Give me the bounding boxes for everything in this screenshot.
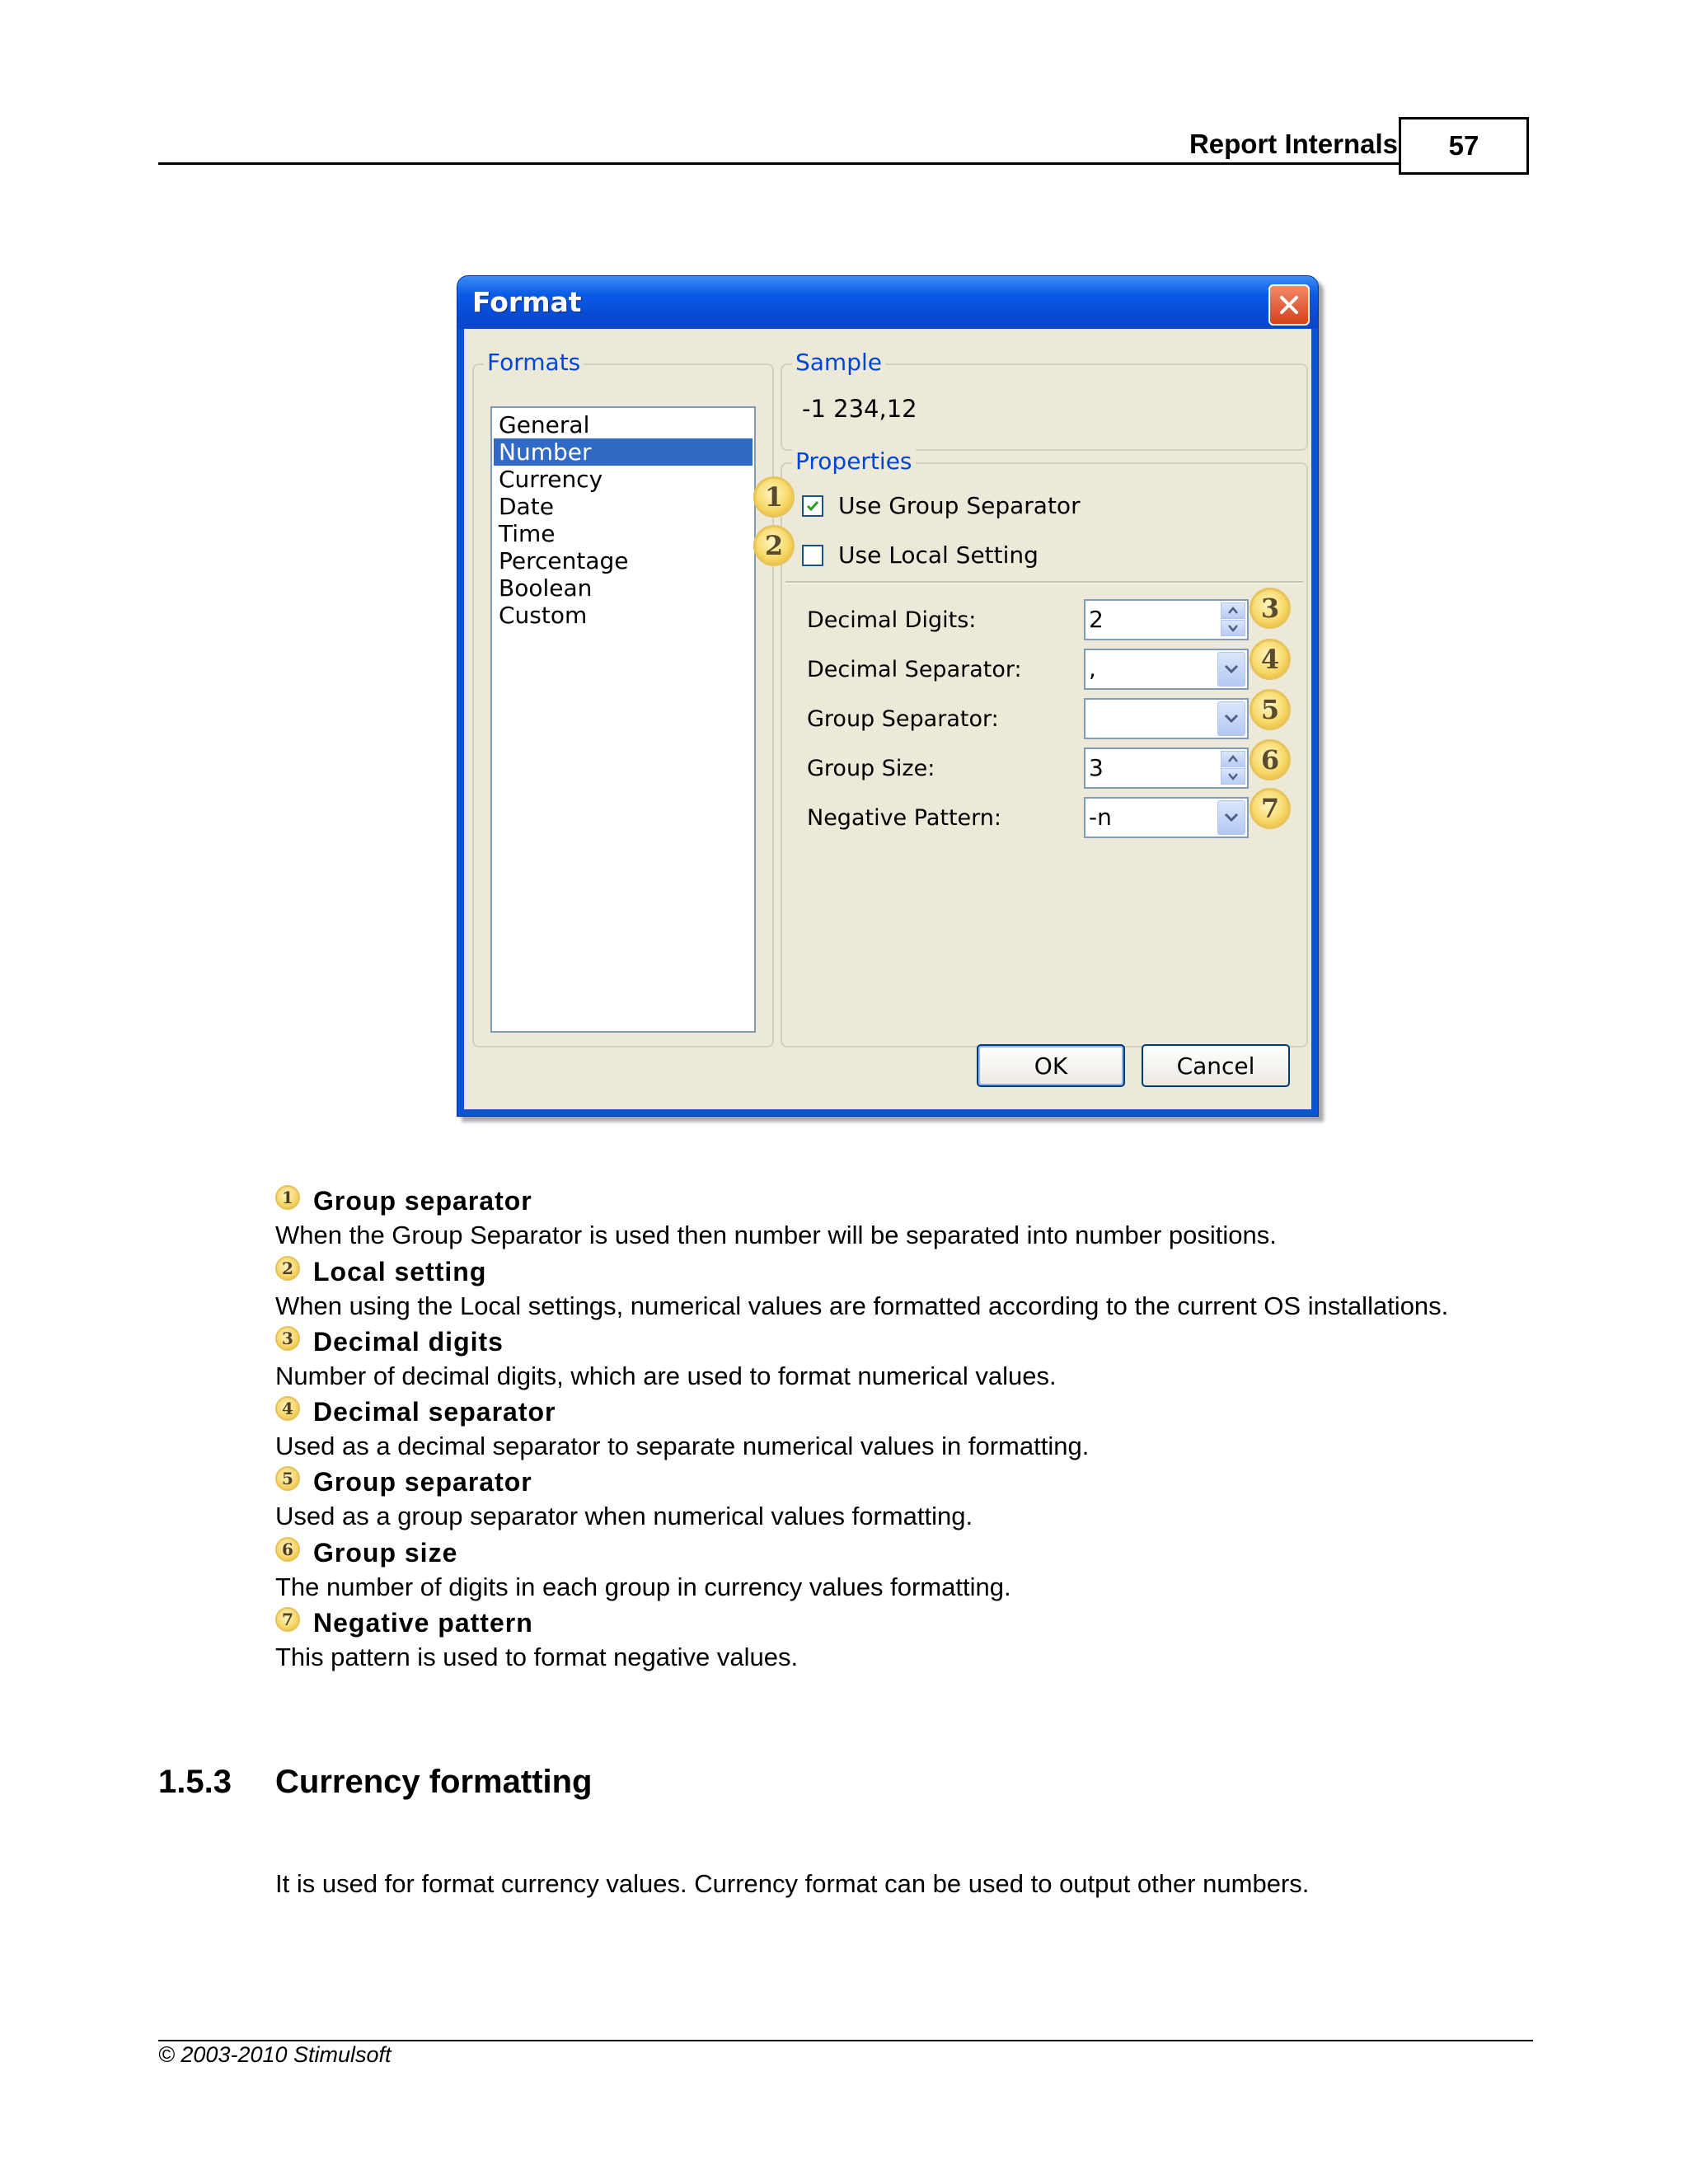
description-item bbox=[275, 1254, 1561, 1324]
number-badge: 1 bbox=[275, 1185, 300, 1210]
section-number: 1.5.3 bbox=[158, 1764, 232, 1800]
description-text: Used as a group separator when numerical values formatting. bbox=[275, 1502, 973, 1530]
list-item[interactable]: Custom bbox=[499, 602, 588, 629]
chevron-down-icon[interactable] bbox=[1217, 800, 1245, 835]
decimal-separator-label: Decimal Separator: bbox=[807, 657, 1022, 682]
decimal-digits-value: 2 bbox=[1089, 606, 1104, 633]
description-title: Decimal separator bbox=[313, 1396, 556, 1427]
chevron-down-icon[interactable] bbox=[1217, 652, 1245, 687]
checkbox-unchecked-icon[interactable] bbox=[802, 545, 823, 566]
spin-up-icon[interactable] bbox=[1221, 602, 1245, 619]
close-icon[interactable] bbox=[1268, 284, 1310, 326]
description-title: Group size bbox=[313, 1537, 458, 1568]
formats-list[interactable] bbox=[490, 406, 756, 1033]
format-dialog bbox=[457, 275, 1319, 1117]
decimal-digits-spinner[interactable] bbox=[1084, 599, 1249, 640]
number-badge: 2 bbox=[275, 1256, 300, 1281]
ok-button[interactable]: OK bbox=[977, 1044, 1125, 1087]
number-badge: 4 bbox=[275, 1396, 300, 1421]
properties-separator bbox=[785, 581, 1303, 583]
description-title: Negative pattern bbox=[313, 1607, 533, 1638]
list-item[interactable]: Percentage bbox=[499, 547, 629, 574]
number-badge: 3 bbox=[275, 1326, 300, 1351]
page-number: 57 bbox=[1399, 117, 1529, 175]
use-group-separator-checkbox[interactable] bbox=[802, 492, 1081, 519]
callout-badge-2: 2 bbox=[753, 525, 795, 566]
sample-value: -1 234,12 bbox=[802, 395, 917, 423]
checkbox-checked-icon[interactable] bbox=[802, 495, 823, 517]
description-item bbox=[275, 1183, 1561, 1253]
dialog-title: Format bbox=[472, 286, 582, 318]
group-size-label: Group Size: bbox=[807, 756, 935, 781]
list-item[interactable]: General bbox=[499, 411, 590, 438]
callout-badge-3: 3 bbox=[1250, 588, 1291, 629]
formats-group bbox=[472, 349, 774, 1047]
description-text: The number of digits in each group in currency values formatting. bbox=[275, 1572, 1011, 1601]
sample-legend: Sample bbox=[792, 349, 885, 376]
description-title: Decimal digits bbox=[313, 1326, 504, 1357]
group-size-spinner[interactable] bbox=[1084, 748, 1249, 789]
list-item[interactable]: Date bbox=[499, 493, 554, 520]
properties-legend: Properties bbox=[792, 448, 916, 475]
callout-badge-4: 4 bbox=[1250, 639, 1291, 680]
negative-pattern-label: Negative Pattern: bbox=[807, 805, 1001, 831]
dialog-client bbox=[464, 329, 1311, 1109]
cancel-button[interactable]: Cancel bbox=[1142, 1044, 1290, 1087]
description-title: Local setting bbox=[313, 1256, 487, 1286]
spin-down-icon[interactable] bbox=[1221, 768, 1245, 785]
spin-up-icon[interactable] bbox=[1221, 751, 1245, 767]
header-rule bbox=[158, 162, 1399, 165]
callout-badge-5: 5 bbox=[1250, 689, 1291, 730]
use-local-setting-checkbox[interactable] bbox=[802, 541, 1039, 569]
number-badge: 6 bbox=[275, 1537, 300, 1562]
description-text: Number of decimal digits, which are used to format numerical values. bbox=[275, 1361, 1057, 1390]
spinner-buttons[interactable] bbox=[1221, 751, 1245, 785]
list-item-selected[interactable]: Number bbox=[494, 438, 753, 466]
group-size-value: 3 bbox=[1089, 754, 1104, 781]
use-local-setting-label: Use Local Setting bbox=[838, 541, 1039, 569]
decimal-separator-value: , bbox=[1089, 655, 1096, 682]
decimal-digits-label: Decimal Digits: bbox=[807, 607, 977, 633]
description-title: Group separator bbox=[313, 1185, 532, 1216]
description-title: Group separator bbox=[313, 1466, 532, 1497]
running-header-title: Report Internals bbox=[1189, 129, 1398, 159]
dialog-titlebar[interactable] bbox=[457, 276, 1318, 329]
list-item[interactable]: Currency bbox=[499, 466, 603, 493]
decimal-separator-dropdown[interactable] bbox=[1084, 649, 1249, 690]
description-item bbox=[275, 1605, 1561, 1675]
callout-badge-6: 6 bbox=[1250, 739, 1291, 780]
callout-badge-7: 7 bbox=[1250, 788, 1291, 829]
group-separator-dropdown[interactable] bbox=[1084, 698, 1249, 739]
chevron-down-icon[interactable] bbox=[1217, 701, 1245, 736]
description-text: When using the Local settings, numerical values are formatted according to the current OS installations. bbox=[275, 1291, 1449, 1320]
description-item bbox=[275, 1394, 1561, 1464]
description-text: Used as a decimal separator to separate numerical values in formatting. bbox=[275, 1432, 1090, 1460]
callout-badge-1: 1 bbox=[753, 476, 795, 518]
spin-down-icon[interactable] bbox=[1221, 620, 1245, 636]
negative-pattern-dropdown[interactable] bbox=[1084, 797, 1249, 838]
list-item[interactable]: Time bbox=[499, 520, 556, 547]
description-item bbox=[275, 1535, 1561, 1605]
list-item[interactable]: Boolean bbox=[499, 574, 593, 602]
properties-group bbox=[781, 448, 1308, 1047]
use-group-separator-label: Use Group Separator bbox=[838, 492, 1081, 519]
sample-group bbox=[781, 349, 1308, 451]
section-title: Currency formatting bbox=[275, 1764, 593, 1800]
spinner-buttons[interactable] bbox=[1221, 602, 1245, 637]
footer-copyright: © 2003-2010 Stimulsoft bbox=[158, 2042, 392, 2067]
negative-pattern-value: -n bbox=[1089, 804, 1112, 831]
description-text: This pattern is used to format negative values. bbox=[275, 1643, 799, 1671]
description-item bbox=[275, 1465, 1561, 1534]
footer-rule bbox=[158, 2040, 1533, 2041]
number-badge: 5 bbox=[275, 1466, 300, 1491]
group-separator-label: Group Separator: bbox=[807, 706, 999, 732]
description-item bbox=[275, 1324, 1561, 1394]
section-intro: It is used for format currency values. Currency format can be used to output other numbers. bbox=[275, 1869, 1310, 1898]
number-badge: 7 bbox=[275, 1607, 300, 1632]
formats-legend: Formats bbox=[484, 349, 584, 376]
description-text: When the Group Separator is used then number will be separated into number positions. bbox=[275, 1221, 1277, 1249]
